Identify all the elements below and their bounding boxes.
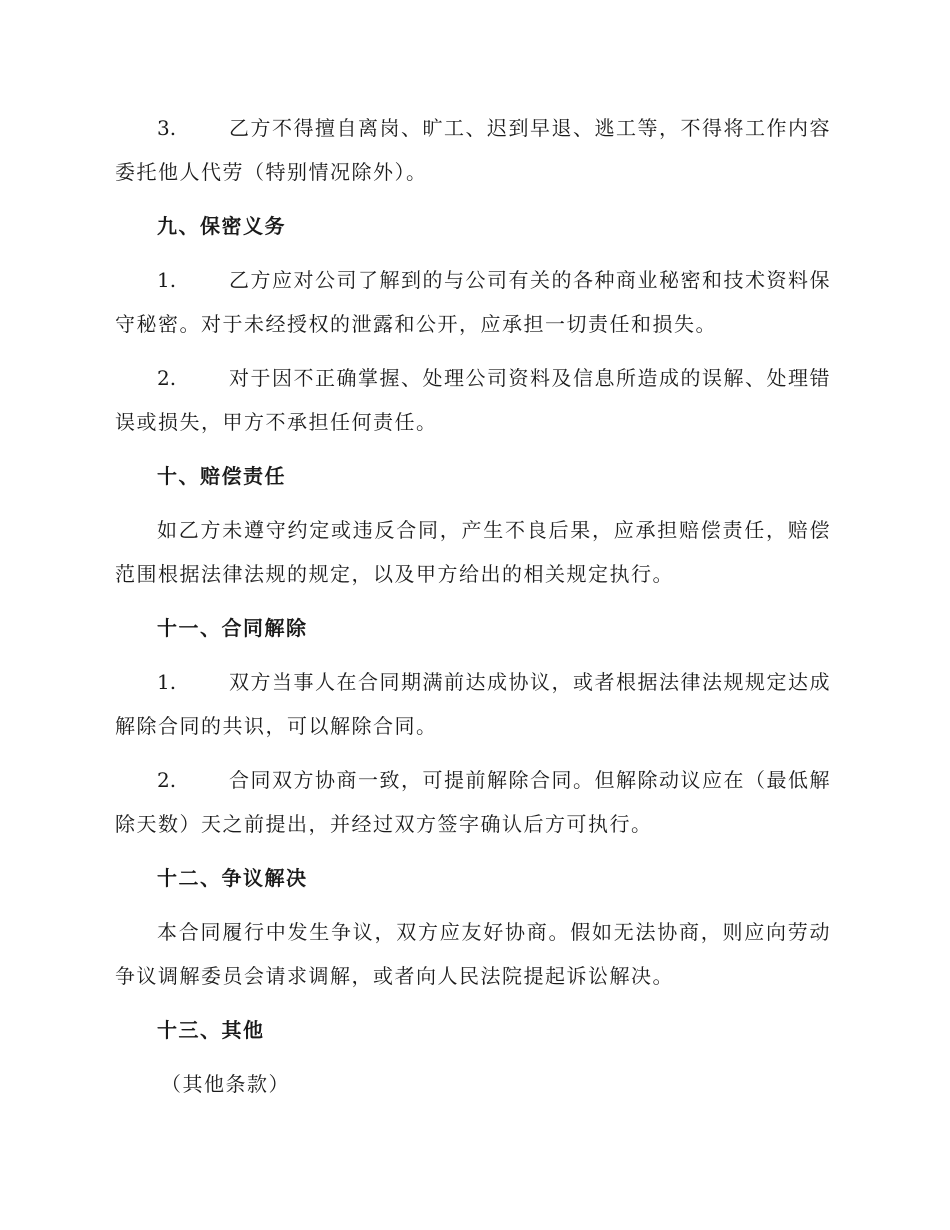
item-number: 1. (157, 268, 177, 292)
item-number: 2. (157, 768, 177, 792)
item-text: 乙方应对公司了解到的与公司有关的各种商业秘密和技术资料保守秘密。对于未经授权的泄露和公开，应承担一切责任和损失。 (115, 268, 831, 336)
item-number: 1. (157, 670, 177, 694)
item-text: 双方当事人在合同期满前达成协议，或者根据法律法规规定达成解除合同的共识，可以解除合同。 (115, 670, 831, 738)
section-11-item-1 (115, 660, 831, 748)
section-12-title: 十二、争议解决 (157, 866, 308, 890)
section-10-title: 十、赔偿责任 (157, 464, 286, 488)
clause-8-item-3 (115, 106, 831, 194)
document-body (115, 106, 831, 1106)
section-13-title: 十三、其他 (157, 1018, 265, 1042)
item-number: 2. (157, 366, 177, 390)
section-13-text: （其他条款） (161, 1072, 290, 1096)
section-11-title: 十一、合同解除 (157, 616, 308, 640)
section-11-item-2 (115, 758, 831, 846)
item-text: 合同双方协商一致，可提前解除合同。但解除动议应在（最低解除天数）天之前提出，并经过双方签字确认后方可执行。 (115, 768, 831, 836)
section-9-item-2 (115, 356, 831, 444)
section-12-text: 本合同履行中发生争议，双方应友好协商。假如无法协商，则应向劳动争议调解委员会请求调解，或者向人民法院提起诉讼解决。 (115, 920, 831, 988)
section-10-text: 如乙方未遵守约定或违反合同，产生不良后果，应承担赔偿责任，赔偿范围根据法律法规的规定，以及甲方给出的相关规定执行。 (115, 518, 831, 586)
item-text: 乙方不得擅自离岗、旷工、迟到早退、逃工等，不得将工作内容委托他人代劳（特别情况除外）。 (115, 116, 831, 184)
item-text: 对于因不正确掌握、处理公司资料及信息所造成的误解、处理错误或损失，甲方不承担任何责任。 (115, 366, 831, 434)
item-number: 3. (157, 116, 177, 140)
section-9-title: 九、保密义务 (157, 214, 286, 238)
section-9-item-1 (115, 258, 831, 346)
